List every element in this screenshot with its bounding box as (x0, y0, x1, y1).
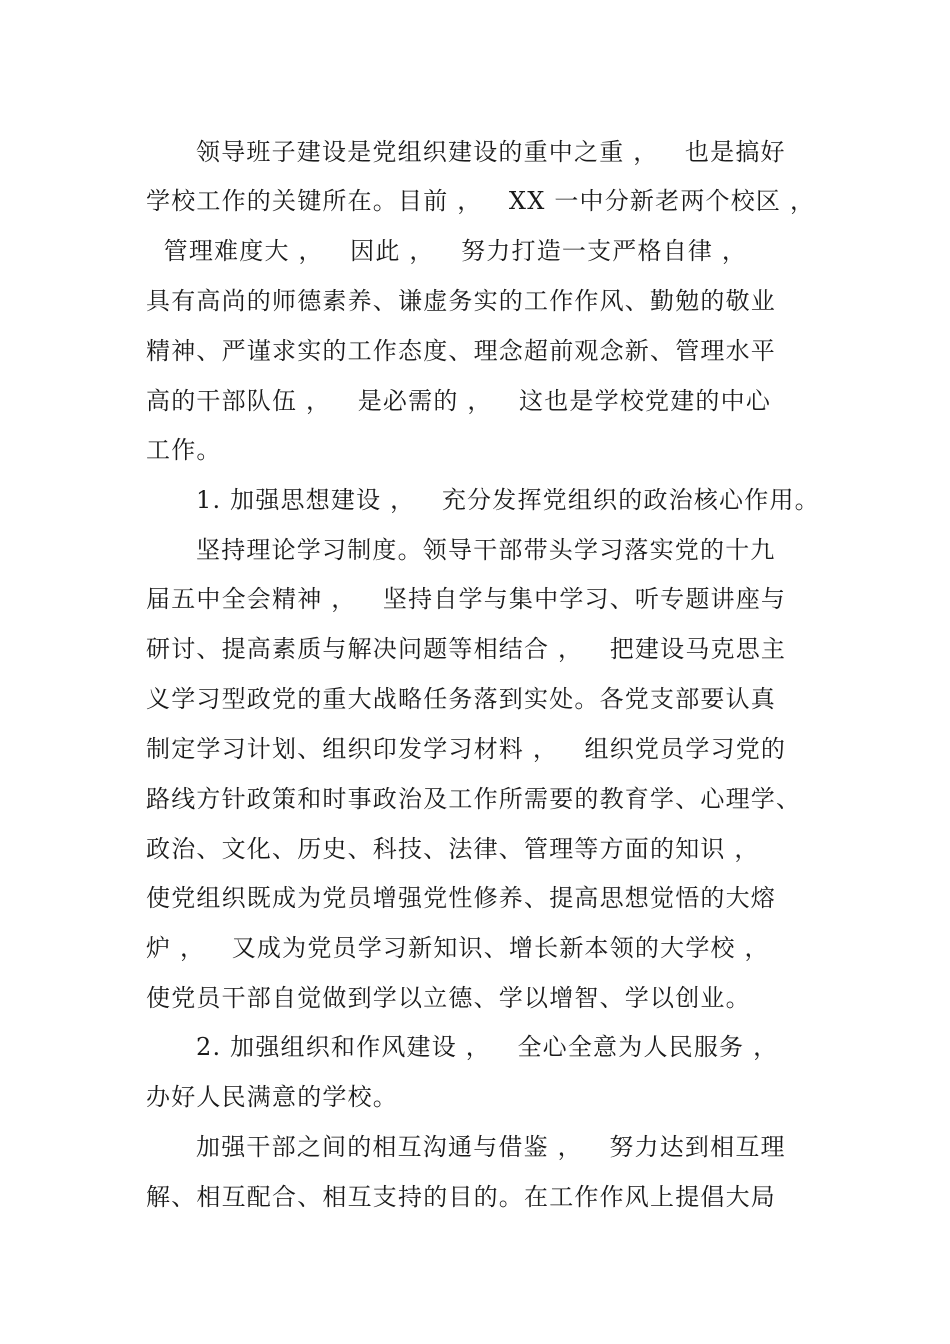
text-line: 精神、严谨求实的工作态度、理念超前观念新、管理水平 (146, 337, 776, 365)
section-heading-1: 1. 加强思想建设 ， 充分发挥党组织的政治核心作用。 (196, 486, 820, 514)
text-line: 管理难度大 ， 因此 ， 努力打造一支严格自律 ， (146, 237, 748, 265)
text-line: 学校工作的关键所在。目前 ， XX 一中分新老两个校区 ， (146, 187, 816, 215)
text-line: 制定学习计划、组织印发学习材料 ， 组织党员学习党的 (146, 735, 787, 763)
text-line: 使党员干部自觉做到学以立德、学以增智、学以创业。 (146, 984, 751, 1012)
text-line: 义学习型政党的重大战略任务落到实处。各党支部要认真 (146, 685, 776, 713)
text-line: 领导班子建设是党组织建设的重中之重 ， 也是搞好 (196, 138, 786, 166)
text-line: 使党组织既成为党员增强党性修养、提高思想觉悟的大熔 (146, 884, 776, 912)
text-line: 工作。 (146, 436, 222, 464)
text-line: 届五中全会精神 ， 坚持自学与集中学习、听专题讲座与 (146, 585, 787, 613)
text-line: 路线方针政策和时事政治及工作所需要的教育学、心理学、 (146, 785, 802, 813)
text-line: 政治、文化、历史、科技、法律、管理等方面的知识 ， (146, 835, 760, 863)
text-line: 炉 ， 又成为党员学习新知识、增长新本领的大学校 ， (146, 934, 770, 962)
text-line: 高的干部队伍 ， 是必需的 ， 这也是学校党建的中心 (146, 387, 772, 415)
text-line: 2. 加强组织和作风建设 ， 全心全意为人民服务 ， (196, 1033, 779, 1061)
text-line: 坚持理论学习制度。领导干部带头学习落实党的十九 (196, 536, 776, 564)
text-line: 研讨、提高素质与解决问题等相结合 ， 把建设马克思主 (146, 635, 787, 663)
text-line: 解、相互配合、相互支持的目的。在工作作风上提倡大局 (146, 1183, 776, 1211)
text-line: 加强干部之间的相互沟通与借鉴 ， 努力达到相互理 (196, 1133, 786, 1161)
text-line: 办好人民满意的学校。 (146, 1083, 398, 1111)
text-line: 具有高尚的师德素养、谦虚务实的工作作风、勤勉的敬业 (146, 287, 776, 315)
